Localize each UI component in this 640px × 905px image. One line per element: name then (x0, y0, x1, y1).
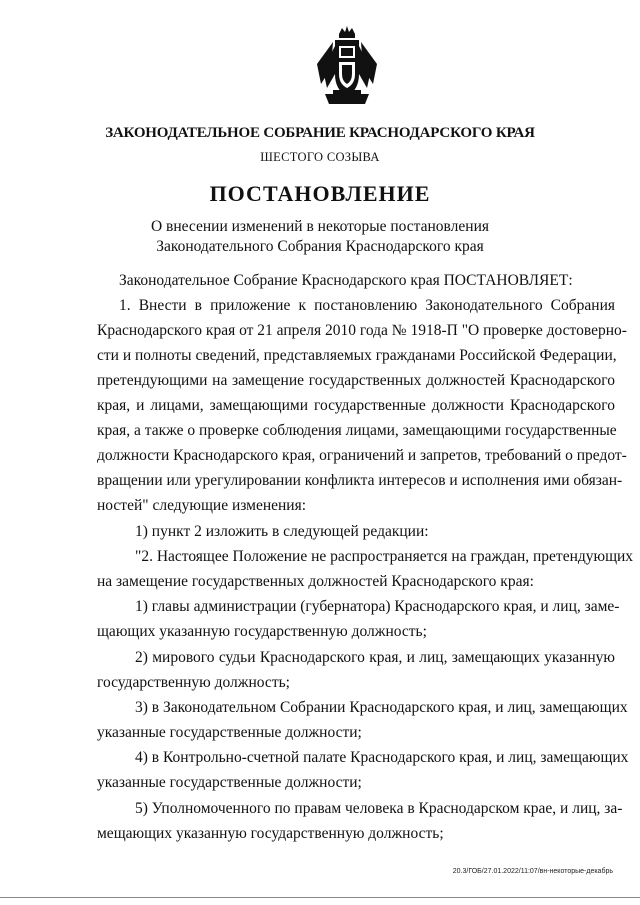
document-subject-line-2: Законодательного Собрания Краснодарского края (156, 238, 484, 255)
body-paragraph-line: государственную должность; (97, 674, 290, 691)
document-registration-code: 20.3/ГОБ/27.01.2022/11:07/вн-некоторые-декабрь (452, 868, 613, 875)
organization-title: ЗАКОНОДАТЕЛЬНОЕ СОБРАНИЕ КРАСНОДАРСКОГО КРАЯ (105, 125, 535, 141)
body-paragraph-line: 4) в Контрольно-счетной палате Краснодарского края, и лиц, замещающих (135, 749, 629, 766)
body-paragraph-line: 5) Уполномоченного по правам человека в Краснодарском крае, и лиц, за- (135, 800, 623, 817)
body-paragraph-line: ностей" следующие изменения: (97, 497, 307, 514)
body-paragraph-line: Краснодарского края от 21 апреля 2010 года № 1918-П "О проверке достоверно- (97, 322, 627, 339)
body-paragraph-line: указанные государственные должности; (97, 774, 362, 791)
body-paragraph-line: Законодательное Собрание Краснодарского края ПОСТАНОВЛЯЕТ: (119, 272, 573, 289)
body-paragraph-line: края, а также о проверке соблюдения лицами, замещающими государственные (97, 422, 617, 439)
body-paragraph-line: должности Краснодарского края, ограничений и запретов, требований о предот- (97, 447, 627, 464)
body-paragraph-line: указанные государственные должности; (97, 724, 362, 741)
document-title: ПОСТАНОВЛЕНИЕ (209, 181, 431, 206)
body-paragraph-line: 1) главы администрации (губернатора) Краснодарского края, и лиц, заме- (135, 598, 620, 615)
coat-of-arms-icon (311, 24, 383, 108)
convocation-label: ШЕСТОГО СОЗЫВА (260, 150, 380, 164)
body-paragraph-line: на замещение государственных должностей Краснодарского края: (97, 573, 534, 590)
body-paragraph-line: мещающих указанную государственную должность; (97, 825, 444, 842)
body-paragraph-line: 3) в Законодательном Собрании Краснодарского края, и лиц, замещающих (135, 699, 628, 716)
body-paragraph-line: сти и полноты сведений, представляемых гражданами Российской Федерации, (97, 347, 617, 364)
body-paragraph-line: претендующими на замещение государственных должностей Краснодарского (97, 372, 615, 389)
body-paragraph-line: щающих указанную государственную должность; (97, 623, 427, 640)
body-paragraph-line: вращении или урегулировании конфликта интересов и исполнения ими обязан- (97, 472, 623, 489)
body-paragraph-line: 2) мирового судьи Краснодарского края, и лиц, замещающих указанную (135, 649, 615, 666)
body-paragraph-line: "2. Настоящее Положение не распространяется на граждан, претендующих (135, 548, 634, 565)
body-paragraph-line: края, и лицами, замещающими государственные должности Краснодарского (97, 397, 615, 414)
body-paragraph-line: 1) пункт 2 изложить в следующей редакции: (135, 523, 429, 540)
page-bottom-divider (0, 897, 640, 898)
body-paragraph-line: 1. Внести в приложение к постановлению Законодательного Собрания (119, 297, 615, 314)
document-subject-line-1: О внесении изменений в некоторые постановления (150, 218, 490, 235)
